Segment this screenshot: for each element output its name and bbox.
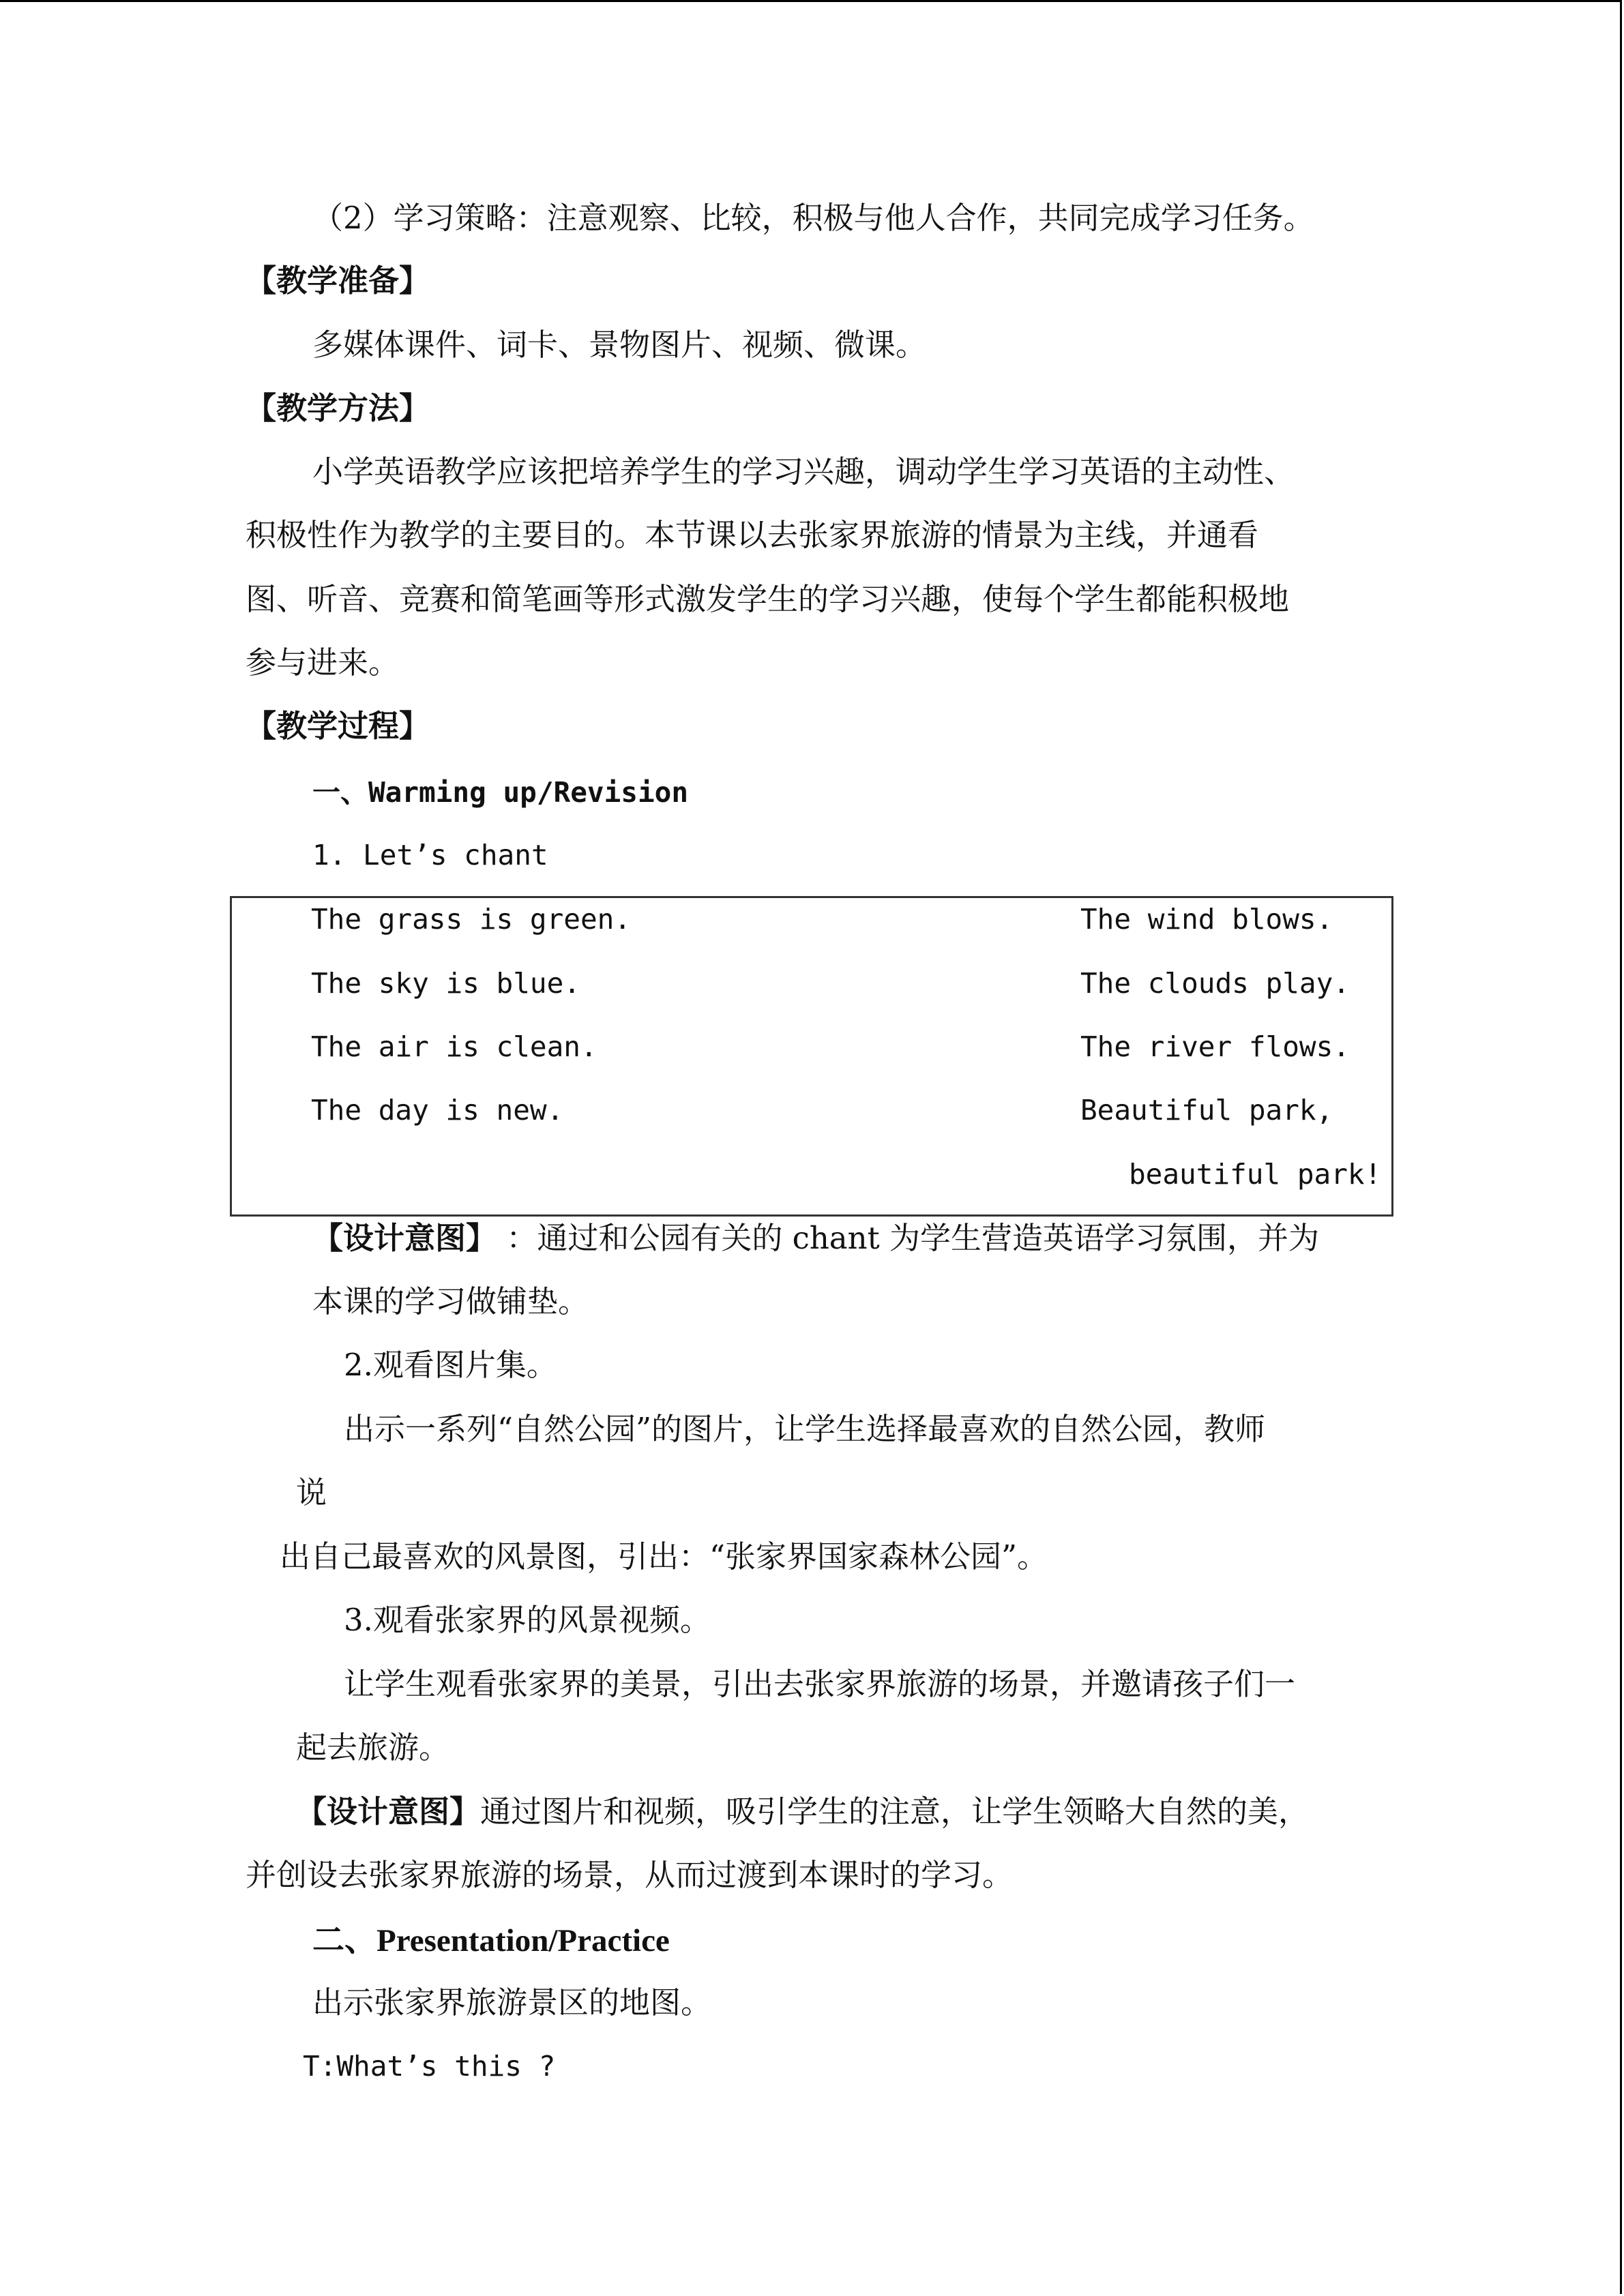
- chant-line-right: beautiful park!: [1129, 1158, 1382, 1191]
- chant-line-left: The day is new.: [311, 1094, 564, 1127]
- design-intent-1: [312, 1218, 1319, 1259]
- section-warming-up-title: [312, 771, 688, 813]
- section-presentation-desc: 出示张家界旅游景区的地图。: [312, 1984, 712, 2021]
- step-2-desc: 出示一系列“自然公园”的图片，让学生选择最喜欢的自然公园，教师: [344, 1411, 1266, 1447]
- method-line: 小学英语教学应该把培养学生的学习兴趣，调动学生学习英语的主动性、: [312, 453, 1295, 490]
- learning-strategy: （2）学习策略：注意观察、比较，积极与他人合作，共同完成学习任务。: [312, 200, 1314, 236]
- step-2-desc: 出自己最喜欢的风景图，引出：“张家界国家森林公园”。: [280, 1538, 1048, 1575]
- design-intent-2-cont: 并创设去张家界旅游的场景，从而过渡到本课时的学习。: [246, 1857, 1014, 1893]
- chant-line-right: The clouds play.: [1080, 967, 1350, 1000]
- step-2-title: 2.观看图片集。: [344, 1347, 557, 1383]
- chant-line-left: The grass is green.: [311, 903, 631, 936]
- preparation-text: 多媒体课件、词卡、景物图片、视频、微课。: [312, 327, 927, 363]
- design-intent-1-cont: 本课的学习做铺垫。: [312, 1283, 589, 1320]
- step-2-desc: 说: [296, 1474, 327, 1510]
- method-line: 参与进来。: [246, 644, 400, 681]
- section-warming-up-text: 一、Warming up/Revision: [312, 776, 688, 809]
- chant-line-right: The wind blows.: [1080, 903, 1333, 936]
- heading-preparation: 【教学准备】: [246, 263, 430, 299]
- step-3-title: 3.观看张家界的风景视频。: [344, 1602, 711, 1638]
- design-intent-label: 【设计意图】: [312, 1220, 497, 1256]
- design-intent-text: 通过图片和视频，吸引学生的注意，让学生领略大自然的美，: [480, 1793, 1310, 1830]
- step-3-desc: 起去旅游。: [296, 1729, 450, 1765]
- step-3-desc: 让学生观看张家界的美景，引出去张家界旅游的场景，并邀请孩子们一: [344, 1666, 1296, 1702]
- design-intent-2: [296, 1791, 1309, 1832]
- chant-title: 1. Let’s chant: [312, 839, 548, 871]
- design-intent-text: ：通过和公园有关的 chant 为学生营造英语学习氛围，并为: [497, 1220, 1320, 1256]
- dialogue-line: T:What’s this ?: [303, 2050, 556, 2083]
- chant-line-left: The sky is blue.: [311, 967, 580, 1000]
- heading-process: 【教学过程】: [246, 708, 430, 744]
- chant-line-right: Beautiful park,: [1080, 1094, 1333, 1127]
- section-presentation-title: 二、Presentation/Practice: [312, 1923, 670, 1958]
- chant-line-left: The air is clean.: [311, 1030, 597, 1063]
- design-intent-label: 【设计意图】: [296, 1793, 481, 1830]
- method-line: 图、听音、竞赛和简笔画等形式激发学生的学习兴趣，使每个学生都能积极地: [246, 581, 1290, 617]
- method-line: 积极性作为教学的主要目的。本节课以去张家界旅游的情景为主线，并通看: [246, 517, 1259, 553]
- chant-line-right: The river flows.: [1080, 1030, 1350, 1063]
- heading-method: 【教学方法】: [246, 390, 430, 426]
